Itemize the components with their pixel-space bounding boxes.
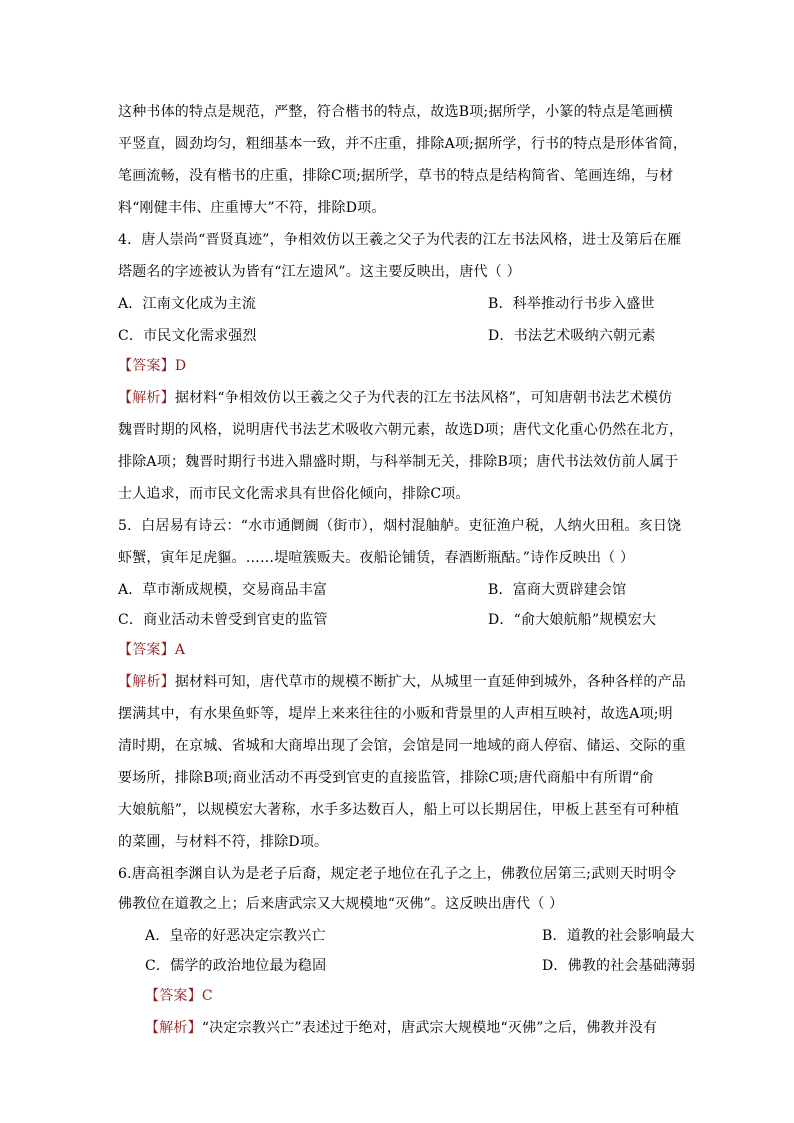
q4-stem-line: 4．唐人崇尚“晋贤真迹”，争相效仿以王羲之父子为代表的江左书法风格，进士及第后在雁 xyxy=(118,232,682,248)
intro-line: 平竖直，圆劲均匀，粗细基本一致，并不庄重，排除A项;据所学，行书的特点是形体省简， xyxy=(118,136,688,152)
answer-value: C xyxy=(201,988,213,1004)
analysis-label: 【解析】 xyxy=(118,390,175,406)
answer-label: 【答案】 xyxy=(118,358,175,374)
q4-option-b: B．科举推动行书步入盛世 xyxy=(488,296,655,312)
q6-option-b: B．道教的社会影响最大 xyxy=(542,928,695,944)
answer-value: D xyxy=(174,358,187,374)
q5-option-d: D．“俞大娘航船”规模宏大 xyxy=(488,612,657,628)
q4-answer xyxy=(118,356,186,376)
q5-analysis-line: 的菜圃，与材料不符，排除D项。 xyxy=(118,834,329,850)
q6-options-row xyxy=(145,926,695,946)
q5-option-c: C．商业活动未曾受到官吏的监管 xyxy=(118,612,328,628)
q5-analysis-line: 清时期，在京城、省城和大商埠出现了会馆，会馆是同一地域的商人停宿、储运、交际的重 xyxy=(118,738,686,754)
q5-analysis-line: 【解析】据材料可知，唐代草市的规模不断扩大，从城里一直延伸到城外，各种各样的产品 xyxy=(118,674,687,690)
q5-option-b: B．富商大贾辟建会馆 xyxy=(488,582,627,598)
q4-stem-line: 塔题名的字迹被认为皆有“江左遗风”。这主要反映出，唐代（ ） xyxy=(118,264,521,280)
q6-option-d: D．佛教的社会基础薄弱 xyxy=(542,958,696,974)
q6-stem-line: 佛教位在道教之上；后来唐武宗又大规模地“灭佛”。这反映出唐代（ ） xyxy=(118,896,564,912)
intro-line: 料“刚健丰伟、庄重博大”不符，排除D项。 xyxy=(118,200,386,216)
q6-answer xyxy=(145,986,213,1006)
q5-option-a: A．草市渐成规模，交易商品丰富 xyxy=(118,582,328,598)
q5-analysis-line: 大娘航船”，以规模宏大著称，水手多达数百人，船上可以长期居住，甲板上甚至有可种植 xyxy=(118,802,680,818)
q4-options-row xyxy=(118,294,655,314)
intro-line: 笔画流畅，没有楷书的庄重，排除C项;据所学，草书的特点是结构简省、笔画连绵，与材 xyxy=(118,168,674,184)
intro-line: 这种书体的特点是规范，严整，符合楷书的特点，故选B项;据所学，小篆的特点是笔画横 xyxy=(118,104,674,120)
q5-options-row xyxy=(118,580,627,600)
q4-analysis-line: 排除A项；魏晋时期行书进入鼎盛时期，与科举制无关，排除B项；唐代书法效仿前人属于 xyxy=(118,454,679,470)
answer-value: A xyxy=(174,642,186,658)
q5-options-row xyxy=(118,610,657,630)
q5-stem-line: 虾蟹，寅年足虎貙。……堤喧簇贩夫。夜船论铺赁，春酒断瓶酤。”诗作反映出（ ） xyxy=(118,550,635,566)
q6-analysis-line: 【解析】“决定宗教兴亡”表述过于绝对，唐武宗大规模地“灭佛”之后，佛教并没有 xyxy=(145,1020,658,1036)
q5-answer xyxy=(118,640,185,660)
q4-analysis-line: 士人追求，而市民文化需求具有世俗化倾向，排除C项。 xyxy=(118,486,470,502)
q6-option-a: A．皇帝的好恶决定宗教兴亡 xyxy=(145,928,326,944)
q4-options-row xyxy=(118,326,656,346)
analysis-label: 【解析】 xyxy=(145,1020,202,1036)
q6-option-c: C．儒学的政治地位最为稳固 xyxy=(145,958,327,974)
q6-stem-line: 6.唐高祖李渊自认为是老子后裔，规定老子地位在孔子之上，佛教位居第三;武则天时明令 xyxy=(118,866,677,882)
answer-label: 【答案】 xyxy=(118,642,175,658)
q5-analysis-line: 摆满其中，有水果鱼虾等，堤岸上来来往往的小贩和背景里的人声相互映衬，故选A项;明 xyxy=(118,706,673,722)
q4-analysis-line: 魏晋时期的风格，说明唐代书法艺术吸收六朝元素，故选D项；唐代文化重心仍然在北方， xyxy=(118,422,684,438)
q5-analysis-line: 要场所，排除B项;商业活动不再受到官吏的直接监管，排除C项;唐代商船中有所谓“俞 xyxy=(118,770,654,786)
q4-option-c: C．市民文化需求强烈 xyxy=(118,328,257,344)
answer-label: 【答案】 xyxy=(145,988,202,1004)
analysis-label: 【解析】 xyxy=(118,674,175,690)
q5-stem-line: 5．白居易有诗云：“水市通阛阓（街市），烟村混舳舻。吏征渔户税，人纳火田租。亥日饶 xyxy=(118,518,682,534)
q4-option-a: A．江南文化成为主流 xyxy=(118,296,257,312)
q4-option-d: D．书法艺术吸纳六朝元素 xyxy=(488,328,656,344)
q4-analysis-line: 【解析】据材料“争相效仿以王羲之父子为代表的江左书法风格”，可知唐朝书法艺术模仿 xyxy=(118,390,673,406)
q6-options-row xyxy=(145,956,696,976)
